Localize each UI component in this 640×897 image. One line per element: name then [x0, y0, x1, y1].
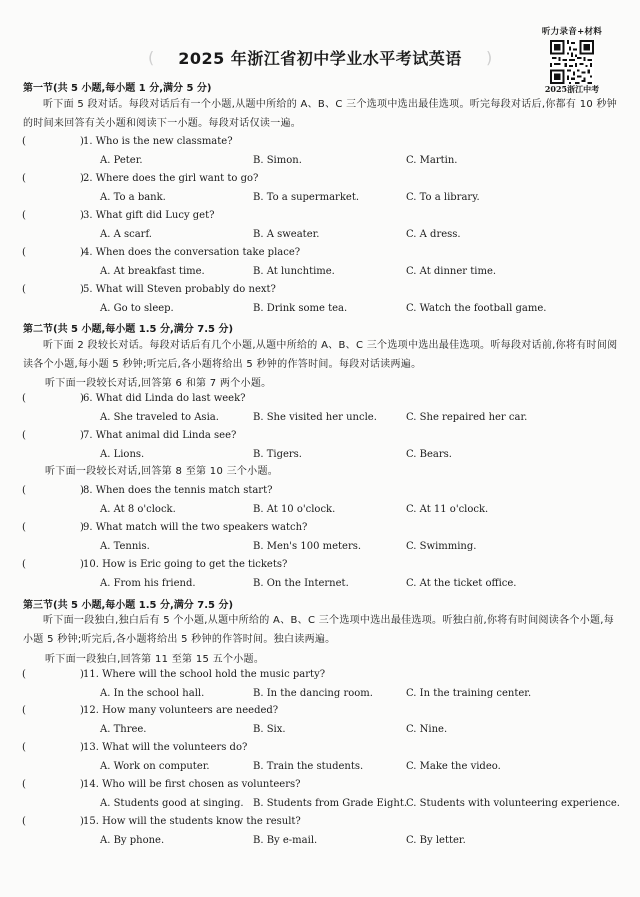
answer-paren-left: ( [22, 559, 26, 570]
section-2-intro-1: 听下面一段较长对话,回答第 6 和第 7 两个小题。 [45, 378, 272, 389]
question-stem: 12. How many volunteers are needed? [83, 705, 279, 716]
answer-blank[interactable] [30, 670, 78, 682]
question-stem: 5. What will Steven probably do next? [83, 284, 276, 295]
answer-paren-left: ( [22, 816, 26, 827]
option-c: C. Students with volunteering experience. [406, 798, 620, 809]
answer-paren-left: ( [22, 393, 26, 404]
question-stem: 10. How is Eric going to get the tickets? [83, 559, 288, 570]
question-stem: 1. Who is the new classmate? [83, 136, 233, 147]
section-2-heading: 第二节(共 5 小题,每小题 1.5 分,满分 7.5 分) [23, 324, 234, 335]
answer-blank[interactable] [30, 486, 78, 498]
option-c: C. At dinner time. [406, 266, 497, 277]
option-b: B. She visited her uncle. [253, 412, 377, 423]
option-a: A. Go to sleep. [100, 303, 174, 314]
option-a: A. By phone. [100, 835, 165, 846]
qr-caption-top: 听力录音+材料 [541, 27, 603, 37]
option-c: C. Martin. [406, 155, 458, 166]
answer-paren-left: ( [22, 669, 26, 680]
answer-paren-right: ) [80, 173, 84, 184]
answer-paren-right: ) [80, 559, 84, 570]
option-b: B. At lunchtime. [253, 266, 335, 277]
option-b: B. Simon. [253, 155, 302, 166]
option-b: B. In the dancing room. [253, 688, 373, 699]
question-stem: 6. What did Linda do last week? [83, 393, 246, 404]
question-stem: 15. How will the students know the result? [83, 816, 301, 827]
answer-paren-right: ) [80, 522, 84, 533]
answer-paren-left: ( [22, 173, 26, 184]
answer-blank[interactable] [30, 523, 78, 535]
answer-paren-left: ( [22, 779, 26, 790]
page-title: 2025 年浙江省初中学业水平考试英语 [178, 49, 462, 68]
answer-paren-right: ) [80, 430, 84, 441]
section-1-instructions: 听下面 5 段对话。每段对话后有一个小题,从题中所给的 A、B、C 三个选项中选出最佳选项。听完每段对话后,你都有 10 秒钟的时间来回答有关小题和阅读下一小题。每段对话仅读一遍。 [23, 99, 618, 129]
section-1-heading: 第一节(共 5 小题,每小题 1 分,满分 5 分) [23, 83, 212, 94]
option-b: B. A sweater. [253, 229, 320, 240]
answer-blank[interactable] [30, 394, 78, 406]
section-3-intro-1: 听下面一段独白,回答第 11 至第 15 五个小题。 [45, 654, 265, 665]
answer-paren-right: ) [80, 705, 84, 716]
answer-paren-right: ) [80, 247, 84, 258]
answer-paren-left: ( [22, 485, 26, 496]
answer-paren-right: ) [80, 210, 84, 221]
option-a: A. In the school hall. [100, 688, 205, 699]
answer-blank[interactable] [30, 174, 78, 186]
qr-caption-bottom: 2025浙江中考 [544, 83, 600, 94]
option-a: A. To a bank. [100, 192, 166, 203]
answer-blank[interactable] [30, 211, 78, 223]
answer-paren-right: ) [80, 742, 84, 753]
answer-paren-right: ) [80, 284, 84, 295]
question-stem: 14. Who will be first chosen as volunteers? [83, 779, 301, 790]
question-stem: 13. What will the volunteers do? [83, 742, 248, 753]
option-c: C. At 11 o'clock. [406, 504, 489, 515]
answer-blank[interactable] [30, 780, 78, 792]
answer-paren-right: ) [80, 393, 84, 404]
answer-paren-right: ) [80, 779, 84, 790]
answer-paren-left: ( [22, 742, 26, 753]
answer-blank[interactable] [30, 137, 78, 149]
section-3-heading: 第三节(共 5 小题,每小题 1.5 分,满分 7.5 分) [23, 600, 234, 611]
option-a: A. Tennis. [100, 541, 150, 552]
question-stem: 2. Where does the girl want to go? [83, 173, 259, 184]
answer-paren-left: ( [22, 522, 26, 533]
answer-blank[interactable] [30, 248, 78, 260]
answer-blank[interactable] [30, 431, 78, 443]
title-bracket-left: ( [148, 48, 155, 67]
answer-paren-left: ( [22, 210, 26, 221]
answer-blank[interactable] [30, 706, 78, 718]
option-c: C. By letter. [406, 835, 466, 846]
option-c: C. She repaired her car. [406, 412, 528, 423]
option-b: B. At 10 o'clock. [253, 504, 336, 515]
option-c: C. A dress. [406, 229, 461, 240]
answer-paren-left: ( [22, 430, 26, 441]
option-b: B. Train the students. [253, 761, 364, 772]
answer-blank[interactable] [30, 743, 78, 755]
option-c: C. Make the video. [406, 761, 501, 772]
option-c: C. At the ticket office. [406, 578, 517, 589]
question-stem: 9. What match will the two speakers watch? [83, 522, 308, 533]
option-c: C. Swimming. [406, 541, 477, 552]
title-bracket-right: ) [486, 48, 493, 67]
option-b: B. On the Internet. [253, 578, 349, 589]
option-a: A. At breakfast time. [100, 266, 205, 277]
option-b: B. By e-mail. [253, 835, 318, 846]
question-stem: 4. When does the conversation take place? [83, 247, 301, 258]
question-stem: 7. What animal did Linda see? [83, 430, 237, 441]
answer-paren-left: ( [22, 136, 26, 147]
option-a: A. She traveled to Asia. [100, 412, 219, 423]
option-a: A. Peter. [100, 155, 143, 166]
option-c: C. Watch the football game. [406, 303, 547, 314]
answer-paren-left: ( [22, 705, 26, 716]
question-stem: 11. Where will the school hold the music party? [83, 669, 326, 680]
answer-blank[interactable] [30, 285, 78, 297]
option-c: C. In the training center. [406, 688, 532, 699]
option-b: B. Six. [253, 724, 286, 735]
option-a: A. A scarf. [100, 229, 152, 240]
option-a: A. Students good at singing. [100, 798, 244, 809]
answer-blank[interactable] [30, 817, 78, 829]
section-2-intro-2: 听下面一段较长对话,回答第 8 至第 10 三个小题。 [45, 466, 279, 477]
option-b: B. Drink some tea. [253, 303, 348, 314]
option-c: C. Nine. [406, 724, 448, 735]
qr-code-icon[interactable] [550, 40, 594, 84]
option-b: B. Men's 100 meters. [253, 541, 362, 552]
option-c: C. To a library. [406, 192, 480, 203]
section-3-instructions: 听下面一段独白,独白后有 5 个小题,从题中所给的 A、B、C 三个选项中选出最佳选项。听独白前,你将有时间阅读各个小题,每小题 5 秒钟;听完后,各小题将给出 5 秒钟的作答时间。独白读两遍。 [23, 615, 615, 645]
section-2-instructions: 听下面 2 段较长对话。每段对话后有几个小题,从题中所给的 A、B、C 三个选项中选出最佳选项。听每段对话前,你将有时间阅读各个小题,每小题 5 秒钟;听完后,各小题将给出 5 秒钟的作答时间。每段对话读两遍。 [23, 340, 618, 370]
answer-paren-left: ( [22, 284, 26, 295]
answer-paren-right: ) [80, 669, 84, 680]
answer-paren-right: ) [80, 136, 84, 147]
option-a: A. Three. [100, 724, 147, 735]
option-a: A. From his friend. [100, 578, 196, 589]
answer-paren-right: ) [80, 485, 84, 496]
answer-paren-right: ) [80, 816, 84, 827]
option-b: B. Students from Grade Eight. [253, 798, 408, 809]
answer-paren-left: ( [22, 247, 26, 258]
option-b: B. Tigers. [253, 449, 302, 460]
option-a: A. Lions. [100, 449, 145, 460]
option-a: A. At 8 o'clock. [100, 504, 176, 515]
option-a: A. Work on computer. [100, 761, 210, 772]
option-c: C. Bears. [406, 449, 452, 460]
question-stem: 8. When does the tennis match start? [83, 485, 273, 496]
option-b: B. To a supermarket. [253, 192, 360, 203]
question-stem: 3. What gift did Lucy get? [83, 210, 215, 221]
answer-blank[interactable] [30, 560, 78, 572]
